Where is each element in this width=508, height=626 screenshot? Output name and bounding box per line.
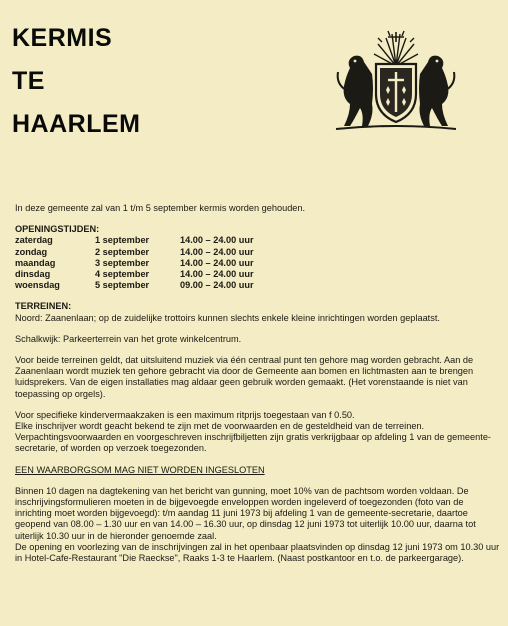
muziek-paragraph: Voor beide terreinen geldt, dat uitsluitend muziek via één centraal punt ten gehore mag worden gebracht. Aan de Zaanenlaan wordt muziek ten gehore gebracht via door de Gemeente aan bomen en lichtmasten aan te brengen luidsprekers. Van de eigen installaties mag aldaar geen gebruik worden gemaakt. (Het vorenstaande is niet van toepassing op orgels). bbox=[15, 355, 474, 399]
title-line-1: KERMIS bbox=[12, 24, 113, 52]
betaling-paragraph: Binnen 10 dagen na dagtekening van het bericht van gunning, moet 10% van de pachtsom worden voldaan. De inschrijvingsformulieren moeten in de bijgevoegde enveloppen worden ingeleverd of toegezonden (foto van de inrichting moet worden bijgevoegd): t/m aandag 11 juni 1973 bij afdeling 1 van de gemeente-secretarie, daartoe geopend van 08.00 – 1.30 uur en van 14.00 – 16.30 uur, op dinsdag 12 juni 1973 tot uiterlijk 10.00 uur, daarna tot uiterlijk 10.30 uur in de hieronder genoemde zaal. bbox=[15, 485, 476, 541]
waarborg-notice: EEN WAARBORGSOM MAG NIET WORDEN INGESLOTEN bbox=[15, 464, 265, 475]
hours-row bbox=[15, 247, 254, 258]
coat-of-arms-icon bbox=[328, 28, 464, 134]
opening-hours-table bbox=[15, 235, 254, 291]
voorwaarden-line-1: Voor specifieke kindervermaakzaken is een maximum ritprijs toegestaan van f 0.50. bbox=[15, 409, 355, 420]
hours-time: 14.00 – 24.00 uur bbox=[180, 246, 254, 257]
hours-time: 14.00 – 24.00 uur bbox=[180, 257, 254, 268]
opening-heading: OPENINGSTIJDEN: bbox=[15, 224, 100, 235]
voorwaarden-line-3: Verpachtingsvoorwaarden en voorgeschreven inschrijfbiljetten zijn gratis verkrijgbaar op afdeling 1 van de gemeente-secretarie, of worden op verzoek toegezonden. bbox=[15, 432, 491, 454]
hours-row bbox=[15, 280, 254, 291]
hours-time: 14.00 – 24.00 uur bbox=[180, 269, 254, 280]
hours-time: 09.00 – 24.00 uur bbox=[180, 280, 254, 291]
title-line-3: HAARLEM bbox=[12, 110, 141, 138]
terreinen-heading: TERREINEN: bbox=[15, 301, 72, 312]
hours-day: zaterdag bbox=[15, 235, 53, 246]
hours-time: 14.00 – 24.00 uur bbox=[180, 235, 254, 246]
hours-row bbox=[15, 269, 254, 280]
terrein-schalkwijk: Schalkwijk: Parkeerterrein van het grote winkelcentrum. bbox=[15, 333, 242, 344]
voorwaarden-line-2: Elke inschrijver wordt geacht bekend te zijn met de voorwaarden en de gesteldheid van de terreinen. bbox=[15, 421, 425, 432]
terrein-noord: Noord: Zaanenlaan; op de zuidelijke trottoirs kunnen slechts enkele kleine inrichtingen worden geplaatst. bbox=[15, 312, 440, 323]
hours-date: 1 september bbox=[95, 235, 150, 246]
hours-day: woensdag bbox=[15, 280, 60, 291]
title-line-2: TE bbox=[12, 67, 45, 95]
hours-day: zondag bbox=[15, 246, 48, 257]
notice-title bbox=[12, 26, 141, 155]
notice-body bbox=[15, 203, 500, 574]
hours-row bbox=[15, 235, 254, 246]
hours-day: maandag bbox=[15, 257, 56, 268]
hours-row bbox=[15, 258, 254, 269]
hours-day: dinsdag bbox=[15, 269, 51, 280]
hours-date: 2 september bbox=[95, 246, 150, 257]
opening-inschrijvingen: De opening en voorlezing van de inschrijvingen zal in het openbaar plaatsvinden op dinsdag 12 juni 1973 om 10.30 uur in Hotel-Cafe-Restaurant "Die Raeckse", Raaks 1-3 te Haarlem. (Naast postkantoor en t.o. de parkeergarage). bbox=[15, 541, 500, 564]
hours-date: 3 september bbox=[95, 257, 150, 268]
hours-date: 4 september bbox=[95, 269, 150, 280]
hours-date: 5 september bbox=[95, 280, 150, 291]
intro-text: In deze gemeente zal van 1 t/m 5 september kermis worden gehouden. bbox=[15, 203, 306, 213]
